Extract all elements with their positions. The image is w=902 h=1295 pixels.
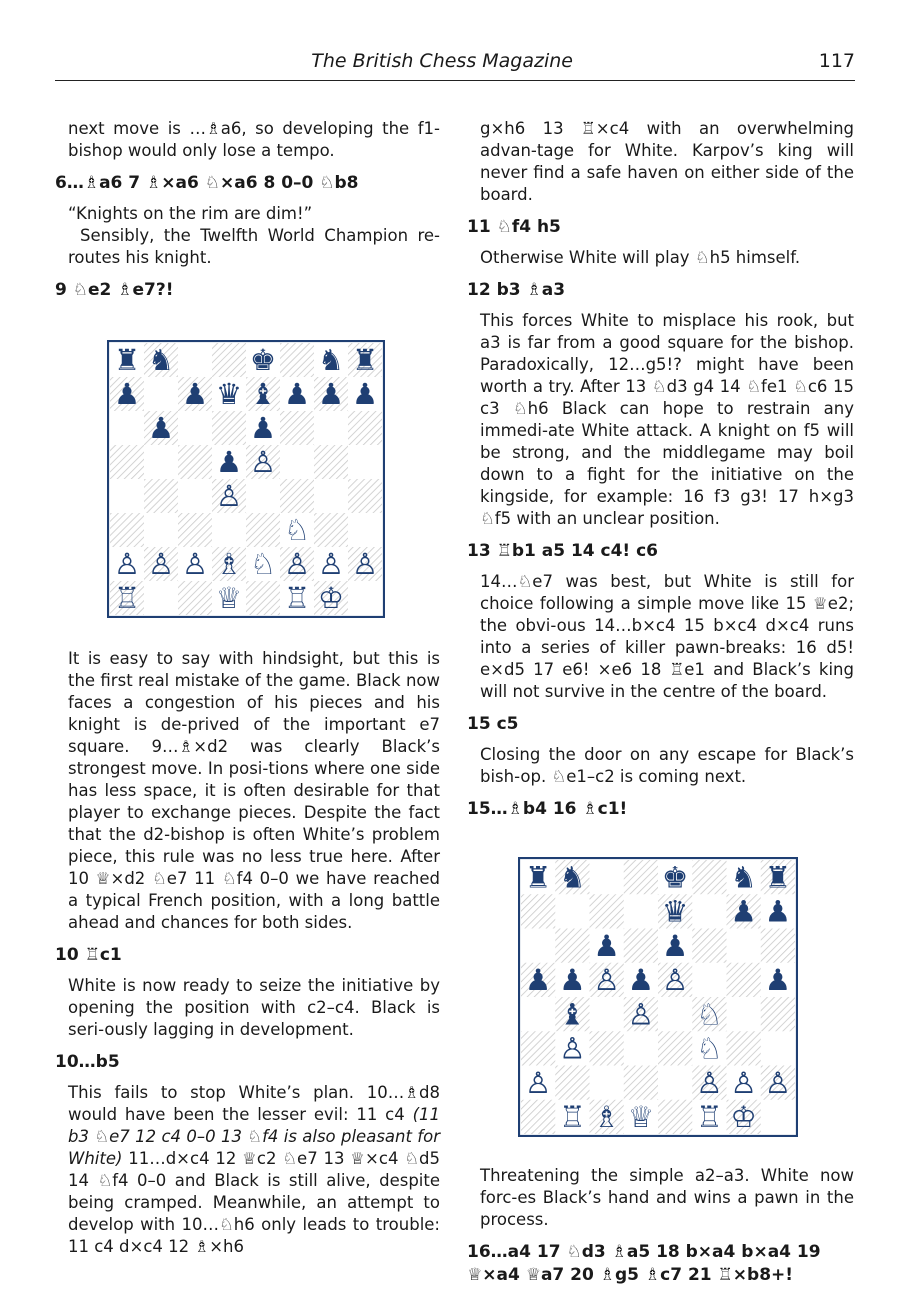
white-pawn-icon: ♙ (593, 963, 620, 998)
dark-square (727, 1031, 761, 1065)
white-knight-icon: ♘ (249, 547, 277, 582)
black-queen-icon: ♛ (215, 377, 243, 412)
move-line: 12 b3 ♗a3 (467, 280, 566, 300)
text-run: 11…d×c4 12 ♕c2 ♘e7 13 ♕×c4 ♘d5 14 ♘f4 0–0 and Black is still alive, despite being cramped. Meanwhile, an attempt to develop with 10…♘h6 only leads to trouble: 11 c4 d×c4 12 ♗×h6 (68, 1149, 440, 1256)
move-line: 10…b5 (55, 1052, 120, 1072)
paragraph (68, 1082, 440, 1258)
paragraph: 14…♘e7 was best, but White is still for choice following a simple move like 15 ♕e2; the obvi-ous 14…b×c4 15 b×c4 d×c4 runs into a series of killer pawn-breaks: 16 d5! e×d5 17 e6! ×e6 18 ♖e1 and Black’s king will not survive in the centre of the board. (480, 572, 854, 701)
chess-diagram (518, 857, 854, 1137)
white-knight-icon: ♘ (283, 513, 311, 548)
black-pawn-icon: ♟ (661, 928, 689, 963)
dark-square (178, 445, 212, 479)
move-line: 15 c5 (467, 714, 519, 734)
paragraph: Otherwise White will play ♘h5 himself. (480, 248, 801, 267)
dark-square (658, 1031, 692, 1065)
black-pawn-icon: ♟ (283, 377, 311, 412)
white-pawn-icon: ♙ (730, 1065, 757, 1100)
dark-square (555, 1066, 589, 1100)
black-bishop-icon: ♝ (559, 997, 586, 1032)
paragraph: Threatening the simple a2–a3. White now forc-es Black’s hand and wins a pawn in the process. (480, 1166, 854, 1229)
dark-square (555, 929, 589, 963)
black-knight-icon: ♞ (730, 860, 757, 895)
dark-square (624, 860, 658, 894)
white-pawn-icon: ♙ (147, 547, 175, 582)
quote: “Knights on the rim are dim!” (68, 204, 313, 223)
white-pawn-icon: ♙ (524, 1065, 552, 1100)
black-pawn-icon: ♟ (593, 928, 620, 963)
dark-square (521, 1031, 555, 1065)
dark-square (590, 1031, 624, 1065)
white-pawn-icon: ♙ (661, 963, 689, 998)
white-bishop-icon: ♗ (215, 547, 243, 582)
dark-square (692, 860, 726, 894)
dark-square (692, 929, 726, 963)
black-pawn-icon: ♟ (215, 445, 243, 480)
dark-square (624, 1066, 658, 1100)
dark-square (624, 929, 658, 963)
black-king-icon: ♚ (249, 343, 277, 378)
white-pawn-icon: ♙ (627, 997, 655, 1032)
black-rook-icon: ♜ (524, 860, 552, 895)
white-pawn-icon: ♙ (283, 547, 311, 582)
move-line: 15…♗b4 16 ♗c1! (467, 799, 628, 819)
black-rook-icon: ♜ (113, 343, 141, 378)
dark-square (280, 411, 314, 445)
paragraph: White is now ready to seize the initiative by opening the position with c2–c4. Black is seri-ously lagging in development. (68, 976, 440, 1039)
black-pawn-icon: ♟ (113, 377, 141, 412)
black-pawn-icon: ♟ (559, 963, 586, 998)
left-column (55, 118, 440, 1258)
white-pawn-icon: ♙ (351, 547, 379, 582)
white-pawn-icon: ♙ (559, 1031, 586, 1066)
paragraph: next move is …♗a6, so developing the f1-bishop would only lose a tempo. (68, 119, 440, 160)
white-king-icon: ♔ (730, 1100, 757, 1135)
paragraph: This forces White to misplace his rook, but a3 is far from a good square for the bishop. Paradoxically, 12…g5!? might have been worth a try. After 13 ♘d3 g4 14 ♘fe1 ♘c6 15 c3 ♘h6 Black can hope to restrain any immedi-ate White attack. A knight on f5 will be strong, and the middlegame may boil down to a fight for the initiative on the kingside, for example: 16 f3 g3! 17 h×g3 ♘f5 with an unclear position. (480, 311, 854, 528)
dark-square (110, 513, 144, 547)
dark-square (727, 963, 761, 997)
dark-square (110, 445, 144, 479)
chess-diagram (107, 340, 440, 618)
black-bishop-icon: ♝ (249, 377, 277, 412)
dark-square (521, 1100, 555, 1134)
dark-square (348, 411, 382, 445)
black-pawn-icon: ♟ (627, 963, 655, 998)
white-pawn-icon: ♙ (696, 1065, 723, 1100)
white-queen-icon: ♕ (627, 1100, 655, 1135)
white-knight-icon: ♘ (696, 997, 723, 1032)
black-pawn-icon: ♟ (317, 377, 345, 412)
magazine-title: The British Chess Magazine (311, 50, 573, 72)
black-king-icon: ♚ (661, 860, 689, 895)
black-knight-icon: ♞ (317, 343, 345, 378)
black-rook-icon: ♜ (351, 343, 379, 378)
black-pawn-icon: ♟ (181, 377, 209, 412)
black-rook-icon: ♜ (764, 860, 792, 895)
white-rook-icon: ♖ (283, 581, 311, 616)
paragraph: g×h6 13 ♖×c4 with an overwhelming advan-tage for White. Karpov’s king will never find a safe haven on either side of the board. (480, 119, 854, 204)
page-number: 117 (818, 50, 855, 72)
white-pawn-icon: ♙ (764, 1065, 792, 1100)
dark-square (521, 894, 555, 928)
black-pawn-icon: ♟ (764, 894, 792, 929)
white-pawn-icon: ♙ (113, 547, 141, 582)
dark-square (144, 479, 178, 513)
white-pawn-icon: ♙ (181, 547, 209, 582)
right-column (467, 118, 854, 1295)
move-line: 11 ♘f4 h5 (467, 217, 561, 237)
white-pawn-icon: ♙ (317, 547, 345, 582)
move-line: 10 ♖c1 (55, 945, 122, 965)
dark-square (212, 343, 246, 377)
white-rook-icon: ♖ (696, 1100, 723, 1135)
running-header (55, 40, 855, 81)
dark-square (212, 411, 246, 445)
white-king-icon: ♔ (317, 581, 345, 616)
move-line: 9 ♘e2 ♗e7?! (55, 280, 174, 300)
black-knight-icon: ♞ (559, 860, 586, 895)
dark-square (178, 581, 212, 615)
dark-square (246, 513, 280, 547)
dark-square (314, 445, 348, 479)
white-rook-icon: ♖ (113, 581, 141, 616)
paragraph: Sensibly, the Twelfth World Champion re-routes his knight. (68, 226, 440, 267)
dark-square (246, 581, 280, 615)
dark-square (280, 343, 314, 377)
italic-variation: (11 b3 ♘e7 12 c4 0–0 13 ♘f4 is also pleasant for White) (68, 1105, 440, 1168)
dark-square (314, 513, 348, 547)
move-line: 16…a4 17 ♘d3 ♗a5 18 b×a4 b×a4 19 ♕×a4 ♕a7 20 ♗g5 ♗c7 21 ♖×b8+! (467, 1242, 821, 1285)
black-knight-icon: ♞ (147, 343, 175, 378)
move-line: 13 ♖b1 a5 14 c4! c6 (467, 541, 659, 561)
dark-square (761, 997, 795, 1031)
dark-square (348, 479, 382, 513)
white-knight-icon: ♘ (696, 1031, 723, 1066)
move-line: 6…♗a6 7 ♗×a6 ♘×a6 8 0–0 ♘b8 (55, 173, 359, 193)
white-bishop-icon: ♗ (593, 1100, 620, 1135)
white-rook-icon: ♖ (559, 1100, 586, 1135)
text-run: This fails to stop White’s plan. 10…♗d8 would have been the lesser evil: 11 c4 (68, 1083, 440, 1124)
white-queen-icon: ♕ (215, 581, 243, 616)
dark-square (178, 513, 212, 547)
black-pawn-icon: ♟ (147, 411, 175, 446)
black-pawn-icon: ♟ (730, 894, 757, 929)
black-pawn-icon: ♟ (351, 377, 379, 412)
black-pawn-icon: ♟ (249, 411, 277, 446)
paragraph: Closing the door on any escape for Black’s bish-op. ♘e1–c2 is coming next. (480, 745, 854, 786)
paragraph: It is easy to say with hindsight, but this is the first real mistake of the game. Black now faces a congestion of his pieces and his knight is de-prived of the important e7 square. 9…♗×d2 was clearly Black’s strongest move. In posi-tions where one side has less space, it is often desirable for that player to exchange pieces. Despite the fact that the d2-bishop is often White’s problem piece, this rule was no less true here. After 10 ♕×d2 ♘e7 11 ♘f4 0–0 we have reached a typical French position, with a long battle ahead and chances for both sides. (68, 649, 440, 932)
white-pawn-icon: ♙ (249, 445, 277, 480)
dark-square (658, 1100, 692, 1134)
dark-square (280, 479, 314, 513)
black-pawn-icon: ♟ (524, 963, 552, 998)
white-pawn-icon: ♙ (215, 479, 243, 514)
black-pawn-icon: ♟ (764, 963, 792, 998)
dark-square (761, 929, 795, 963)
dark-square (590, 894, 624, 928)
black-queen-icon: ♛ (661, 894, 689, 929)
